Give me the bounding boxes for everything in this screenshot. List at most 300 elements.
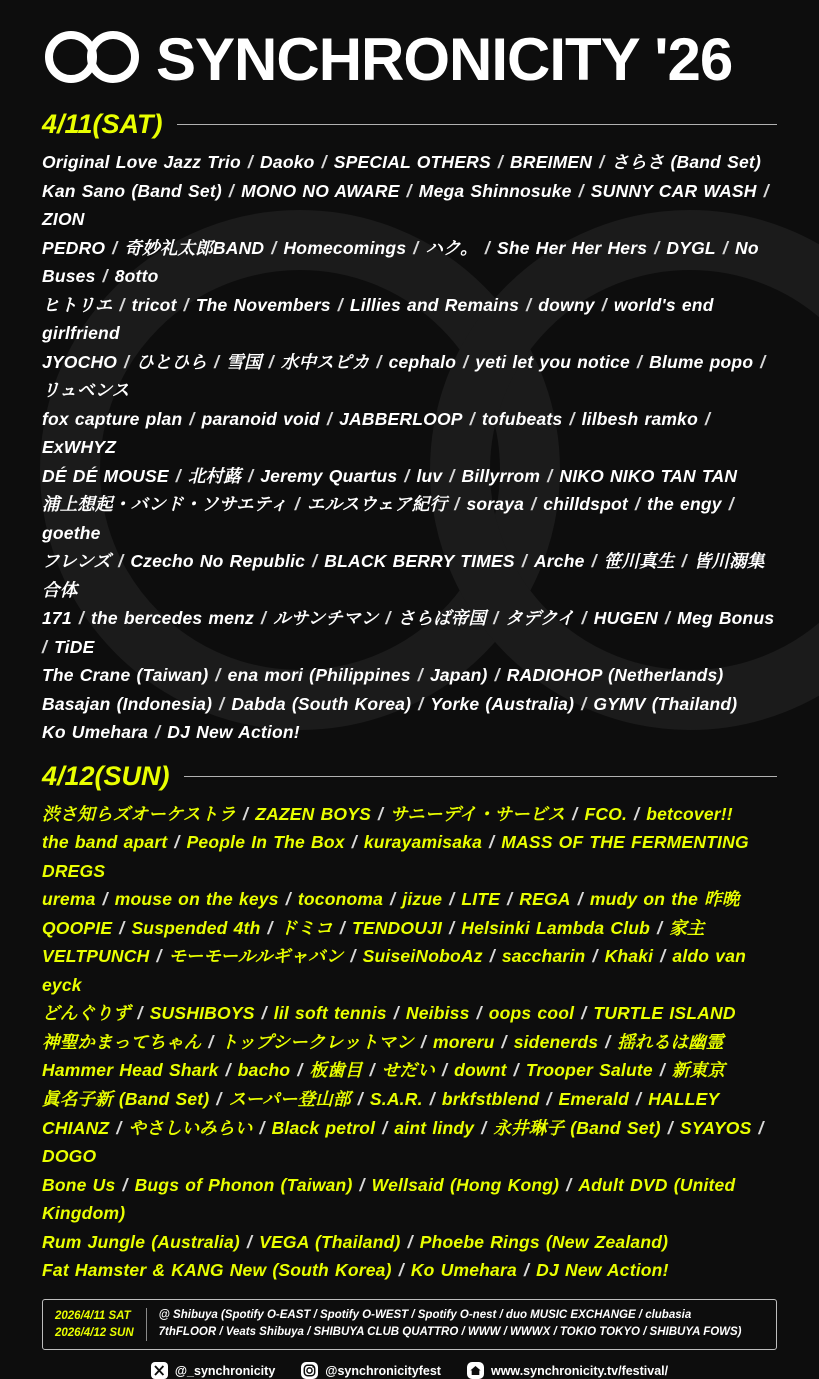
artist-name: DYGL (666, 237, 716, 258)
artist-name: Bugs of Phonon (Taiwan) (134, 1174, 353, 1195)
artist-name: トップシークレットマン (220, 1031, 414, 1052)
artist-separator: / (379, 608, 397, 629)
artist-separator: / (116, 1174, 134, 1195)
artist-separator: / (149, 722, 167, 743)
artist-separator: / (262, 351, 280, 372)
artist-name: Kan Sano (Band Set) (42, 180, 222, 201)
artist-name: Phoebe Rings (New Zealand) (419, 1231, 669, 1252)
venue-date-2: 2026/4/12 SUN (55, 1326, 134, 1339)
artist-name: フレンズ (42, 551, 112, 572)
artist-name: the engy (647, 494, 722, 515)
lineup-line (42, 1028, 777, 1057)
artist-name: DJ New Action! (536, 1260, 669, 1281)
artist-name: Blume popo (649, 351, 754, 372)
artist-name: モーモールルギャバン (168, 946, 344, 967)
artist-separator: / (255, 1003, 273, 1024)
artist-separator: / (222, 180, 241, 201)
artist-name: brkfstblend (441, 1088, 540, 1109)
artist-separator: / (291, 1060, 309, 1081)
artist-name: sidenerds (513, 1031, 599, 1052)
artist-separator: / (353, 1174, 371, 1195)
artist-name: ルサンチマン (273, 608, 379, 629)
artist-name: Emerald (558, 1088, 629, 1109)
artist-separator: / (752, 1117, 764, 1138)
artist-name: paranoid void (201, 408, 320, 429)
artist-name: 渋さ知らズオーケストラ (42, 803, 236, 824)
artist-name: Meg Bonus (677, 608, 775, 629)
artist-name: bacho (237, 1060, 291, 1081)
artist-separator: / (520, 294, 538, 315)
artist-name: 新東京 (671, 1060, 726, 1081)
lineup-line (42, 462, 777, 491)
artist-separator: / (515, 551, 533, 572)
artist-separator: / (540, 1088, 558, 1109)
twitter-handle: @_synchronicity (174, 1363, 276, 1378)
twitter-link[interactable] (151, 1362, 275, 1379)
artist-name: Billyrrom (461, 465, 541, 486)
lineup-line (42, 718, 777, 747)
lineup-line (42, 1256, 777, 1285)
artist-separator: / (412, 693, 430, 714)
poster-header (22, 22, 797, 95)
artist-separator: / (470, 1003, 488, 1024)
artist-name: cephalo (388, 351, 457, 372)
artist-name: SPECIAL OTHERS (333, 152, 491, 172)
artist-name: the band apart (42, 832, 168, 853)
artist-separator: / (371, 803, 390, 824)
artist-separator: / (722, 494, 734, 515)
venue-divider (146, 1308, 147, 1342)
lineup-line (42, 914, 777, 943)
artist-name: GYMV (Thailand) (593, 693, 738, 714)
artist-separator: / (423, 1088, 441, 1109)
artist-separator: / (113, 917, 131, 938)
artist-separator: / (595, 294, 613, 315)
artist-name: 水中スピカ (280, 351, 370, 372)
artist-name: Daoko (260, 152, 315, 172)
artist-name: Rum Jungle (Australia) (42, 1231, 240, 1252)
artist-name: ZAZEN BOYS (255, 803, 371, 824)
artist-name: SuiseiNoboAz (362, 946, 483, 967)
artist-separator: / (351, 1088, 369, 1109)
artist-separator: / (112, 551, 130, 572)
artist-name: Mega Shinnosuke (418, 180, 572, 201)
artist-name: luv (416, 465, 443, 486)
x-twitter-icon (151, 1362, 168, 1379)
artist-name: world's end girlfriend (42, 294, 714, 344)
artist-name: 永井琳子 (Band Set) (493, 1117, 661, 1138)
artist-separator: / (279, 889, 297, 910)
artist-name: 笹川真生 (603, 551, 675, 572)
artist-separator: / (541, 465, 559, 486)
lineup-line (42, 1228, 777, 1257)
artist-separator: / (219, 1060, 237, 1081)
artist-separator: / (209, 665, 227, 686)
artist-name: urema (42, 889, 96, 910)
venue-date-1: 2026/4/11 SAT (55, 1309, 131, 1322)
artist-name: kurayamisaka (363, 832, 483, 853)
artist-name: Ko Umehara (410, 1260, 517, 1281)
artist-name: S.A.R. (369, 1088, 423, 1109)
lineup-line (42, 405, 777, 462)
artist-separator: / (110, 1117, 128, 1138)
artist-name: SYAYOS (679, 1117, 752, 1138)
artist-name: Fat Hamster & KANG New (South Korea) (42, 1260, 392, 1281)
artist-name: Helsinki Lambda Club (461, 917, 651, 938)
artist-separator: / (651, 917, 669, 938)
artist-separator: / (118, 351, 136, 372)
artist-separator: / (320, 408, 339, 429)
artist-separator: / (463, 408, 481, 429)
artist-name: Trooper Salute (525, 1060, 653, 1081)
lineup-line (42, 148, 777, 177)
artist-separator: / (400, 180, 418, 201)
artist-separator: / (411, 665, 429, 686)
artist-name: DOGO (42, 1146, 97, 1167)
artist-name: SUNNY CAR WASH (590, 180, 757, 201)
artist-name: VELTPUNCH (42, 946, 150, 967)
artist-name: 皆川溺集合体 (42, 551, 765, 600)
artist-name: Dabda (South Korea) (231, 693, 412, 714)
artist-name: TiDE (54, 636, 95, 657)
artist-separator: / (42, 636, 54, 657)
lineup-line (42, 490, 777, 547)
venue-info-box (42, 1299, 777, 1351)
artist-separator: / (487, 608, 505, 629)
artist-separator: / (483, 832, 501, 853)
artist-separator: / (443, 465, 461, 486)
website-url: www.synchronicity.tv/festival/ (490, 1363, 669, 1378)
artist-name: aldo van eyck (42, 946, 747, 995)
artist-name: Ko Umehara (42, 722, 149, 743)
lineup-line (42, 547, 777, 604)
artist-separator: / (488, 665, 506, 686)
artist-name: Lillies and Remains (349, 294, 520, 315)
artist-separator: / (237, 803, 255, 824)
artist-name: RADIOHOP (Netherlands) (506, 665, 724, 686)
artist-separator: / (495, 1031, 513, 1052)
artist-separator: / (525, 494, 543, 515)
artist-separator: / (254, 608, 273, 629)
artist-name: BREIMEN (510, 152, 593, 172)
artist-name: 浦上想起・バンド・ソサエティ (42, 494, 288, 515)
website-link[interactable] (467, 1362, 668, 1379)
artist-name: tofubeats (481, 408, 563, 429)
artist-name: tricot (131, 294, 177, 315)
day-1-lineup (42, 148, 777, 747)
artist-separator: / (575, 693, 593, 714)
artist-name: Khaki (604, 946, 654, 967)
artist-name: せだい (381, 1060, 435, 1081)
artist-name: yeti let you notice (475, 351, 630, 372)
artist-separator: / (628, 494, 647, 515)
artist-name: 揺れるは幽霊 (617, 1031, 724, 1052)
artist-name: mudy on the 昨晩 (589, 889, 740, 910)
artist-separator: / (401, 1231, 419, 1252)
artist-name: fox capture plan (42, 408, 183, 429)
artist-name: Original Love Jazz Trio (42, 152, 241, 172)
artist-name: VEGA (Thailand) (259, 1231, 401, 1252)
artist-separator: / (563, 408, 581, 429)
artist-name: Hammer Head Shark (42, 1060, 219, 1081)
day-1-heading (42, 111, 777, 138)
artist-separator: / (491, 152, 510, 172)
artist-name: lil soft tennis (273, 1003, 387, 1024)
day-2-lineup (42, 800, 777, 1285)
artist-separator: / (575, 608, 593, 629)
artist-name: MASS OF THE FERMENTING DREGS (42, 832, 749, 881)
day-2-heading (42, 760, 777, 791)
venue-line-1: @ Shibuya (Spotify O-EAST / Spotify O-WEST / Spotify O-nest / duo MUSIC EXCHANGE / clubasia (158, 1308, 692, 1321)
lineup-line (42, 942, 777, 999)
artist-name: Suspended 4th (131, 917, 261, 938)
artist-separator: / (213, 693, 231, 714)
artist-name: oops cool (488, 1003, 575, 1024)
artist-name: HALLEY (648, 1088, 720, 1109)
artist-name: どんぐりず (42, 1003, 131, 1024)
artist-separator: / (387, 1003, 405, 1024)
artist-separator: / (599, 1031, 617, 1052)
artist-name: jizue (402, 889, 443, 910)
instagram-link[interactable] (301, 1362, 441, 1379)
artist-name: 神聖かまってちゃん (42, 1031, 202, 1052)
artist-name: Neibiss (405, 1003, 470, 1024)
artist-name: Japan) (429, 665, 488, 686)
artist-separator: / (131, 1003, 149, 1024)
artist-separator: / (443, 917, 461, 938)
infinity-logo-icon (44, 28, 140, 91)
artist-separator: / (628, 803, 646, 824)
artist-name: Czecho No Republic (130, 551, 306, 572)
lineup-line (42, 291, 777, 348)
artist-separator: / (435, 1060, 454, 1081)
artist-name: She Her Her Hers (497, 237, 648, 258)
lineup-line (42, 177, 777, 234)
lineup-line (42, 1171, 777, 1228)
artist-separator: / (331, 294, 349, 315)
artist-separator: / (398, 465, 416, 486)
lineup-line (42, 661, 777, 690)
day-block-1 (22, 111, 797, 747)
artist-separator: / (653, 1060, 671, 1081)
artist-separator: / (72, 608, 90, 629)
artist-separator: / (658, 608, 677, 629)
artist-name: 板歯目 (309, 1060, 363, 1081)
artist-separator: / (517, 1260, 536, 1281)
artist-name: ena mori (Philippines (227, 665, 411, 686)
artist-name: SUSHIBOYS (149, 1003, 255, 1024)
artist-separator: / (150, 946, 168, 967)
artist-name: Adult DVD (United Kingdom) (42, 1174, 736, 1224)
artist-separator: / (675, 551, 693, 572)
artist-name: スーパー登山部 (228, 1088, 351, 1109)
artist-separator: / (757, 180, 769, 201)
artist-separator: / (585, 551, 603, 572)
artist-name: CHIANZ (42, 1117, 110, 1138)
artist-separator: / (566, 803, 584, 824)
artist-name: リュベンス (42, 380, 130, 401)
venue-line-2: 7thFLOOR / Veats Shibuya / SHIBUYA CLUB QUATTRO / WWW / WWWX / TOKIO TOKYO / SHIBUYA FOWS) (158, 1325, 742, 1338)
artist-separator: / (654, 946, 672, 967)
artist-name: saccharin (501, 946, 586, 967)
day-2-divider (184, 776, 777, 777)
lineup-line (42, 348, 777, 405)
artist-separator: / (414, 1031, 432, 1052)
artist-name: エルスウェア紀行 (306, 494, 448, 515)
lineup-line (42, 690, 777, 719)
artist-separator: / (475, 1117, 493, 1138)
artist-separator: / (113, 294, 131, 315)
artist-separator: / (630, 351, 649, 372)
artist-name: 171 (42, 608, 72, 629)
home-icon (467, 1362, 484, 1379)
page-title: SYNCHRONICITY '26 (156, 25, 733, 93)
lineup-line (42, 828, 777, 885)
artist-separator: / (443, 889, 461, 910)
artist-separator: / (754, 351, 766, 372)
artist-separator: / (106, 237, 124, 258)
artist-name: LITE (461, 889, 501, 910)
artist-separator: / (483, 946, 501, 967)
artist-separator: / (261, 917, 279, 938)
artist-name: PEDRO (42, 237, 106, 258)
artist-name: HUGEN (593, 608, 658, 629)
lineup-line (42, 800, 777, 829)
artist-separator: / (384, 889, 402, 910)
artist-name: JABBERLOOP (339, 408, 463, 429)
day-1-divider (177, 124, 777, 125)
footer-links (22, 1362, 797, 1379)
artist-separator: / (507, 1060, 525, 1081)
artist-separator: / (96, 889, 114, 910)
artist-name: REGA (519, 889, 571, 910)
artist-name: Basajan (Indonesia) (42, 693, 213, 714)
artist-name: People In The Box (186, 832, 345, 853)
venue-list (159, 1307, 742, 1343)
artist-name: ヒトリエ (42, 294, 113, 315)
artist-name: ZION (42, 209, 85, 230)
artist-separator: / (183, 408, 201, 429)
lineup-line (42, 1114, 777, 1171)
artist-name: 8otto (114, 266, 159, 287)
artist-name: ドミコ (279, 917, 333, 938)
artist-separator: / (208, 351, 226, 372)
artist-separator: / (265, 237, 283, 258)
artist-separator: / (210, 1088, 228, 1109)
artist-separator: / (593, 152, 611, 172)
artist-separator: / (572, 180, 590, 201)
artist-name: Homecomings (283, 237, 407, 258)
artist-separator: / (344, 946, 362, 967)
artist-separator: / (177, 294, 195, 315)
day-1-label: 4/11(SAT) (42, 109, 163, 139)
artist-name: FCO. (584, 803, 628, 824)
artist-name: サニーデイ・サービス (390, 803, 566, 824)
artist-separator: / (370, 351, 388, 372)
artist-name: betcover!! (646, 803, 733, 824)
artist-name: toconoma (297, 889, 384, 910)
lineup-line (42, 885, 777, 914)
artist-separator: / (630, 1088, 648, 1109)
artist-name: JYOCHO (42, 351, 118, 372)
artist-separator: / (315, 152, 333, 172)
artist-separator: / (457, 351, 475, 372)
artist-separator: / (168, 832, 186, 853)
artist-name: goethe (42, 522, 101, 543)
artist-name: 家主 (669, 917, 705, 938)
instagram-handle: @synchronicityfest (325, 1363, 441, 1378)
artist-name: やさしいみらい (128, 1117, 253, 1138)
artist-name: the bercedes menz (91, 608, 254, 629)
artist-separator: / (253, 1117, 271, 1138)
artist-separator: / (306, 551, 324, 572)
artist-name: aint lindy (394, 1117, 475, 1138)
artist-name: Wellsaid (Hong Kong) (371, 1174, 560, 1195)
artist-separator: / (241, 152, 260, 172)
artist-separator: / (363, 1060, 381, 1081)
artist-name: ひとひら (136, 351, 208, 372)
artist-name: 雪国 (226, 351, 262, 372)
artist-separator: / (407, 237, 425, 258)
artist-separator: / (240, 1231, 259, 1252)
artist-name: 奇妙礼太郎BAND (124, 237, 265, 258)
artist-name: Yorke (Australia) (430, 693, 575, 714)
artist-name: タデクイ (505, 608, 575, 629)
artist-name: downy (538, 294, 595, 315)
artist-separator: / (575, 1003, 593, 1024)
artist-name: QOOPIE (42, 917, 113, 938)
artist-separator: / (560, 1174, 578, 1195)
artist-name: ExWHYZ (42, 437, 117, 458)
artist-name: TENDOUJI (351, 917, 443, 938)
lineup-line (42, 1085, 777, 1114)
artist-separator: / (242, 465, 260, 486)
artist-separator: / (169, 465, 187, 486)
artist-name: chilldspot (543, 494, 628, 515)
artist-separator: / (448, 494, 466, 515)
artist-name: downt (454, 1060, 507, 1081)
artist-separator: / (478, 237, 497, 258)
artist-separator: / (716, 237, 734, 258)
lineup-line (42, 234, 777, 291)
instagram-icon (301, 1362, 318, 1379)
artist-separator: / (501, 889, 519, 910)
artist-name: DJ New Action! (167, 722, 300, 743)
artist-separator: / (202, 1031, 220, 1052)
artist-name: Jeremy Quartus (260, 465, 398, 486)
artist-name: さらば帝国 (397, 608, 487, 629)
artist-name: soraya (466, 494, 525, 515)
artist-separator: / (571, 889, 589, 910)
artist-name: lilbesh ramko (581, 408, 698, 429)
artist-name: BLACK BERRY TIMES (324, 551, 515, 572)
artist-name: Bone Us (42, 1174, 116, 1195)
artist-separator: / (288, 494, 306, 515)
artist-separator: / (648, 237, 666, 258)
lineup-line (42, 1056, 777, 1085)
artist-separator: / (376, 1117, 394, 1138)
day-2-label: 4/12(SUN) (42, 760, 170, 791)
artist-name: The Crane (Taiwan) (42, 665, 209, 686)
artist-name: Arche (533, 551, 585, 572)
artist-name: 眞名子新 (Band Set) (42, 1088, 210, 1109)
artist-name: TURTLE ISLAND (593, 1003, 736, 1024)
artist-name: The Novembers (195, 294, 331, 315)
artist-name: MONO NO AWARE (241, 180, 400, 201)
artist-name: No Buses (42, 237, 759, 287)
artist-name: mouse on the keys (114, 889, 279, 910)
artist-name: NIKO NIKO TAN TAN (559, 465, 738, 486)
